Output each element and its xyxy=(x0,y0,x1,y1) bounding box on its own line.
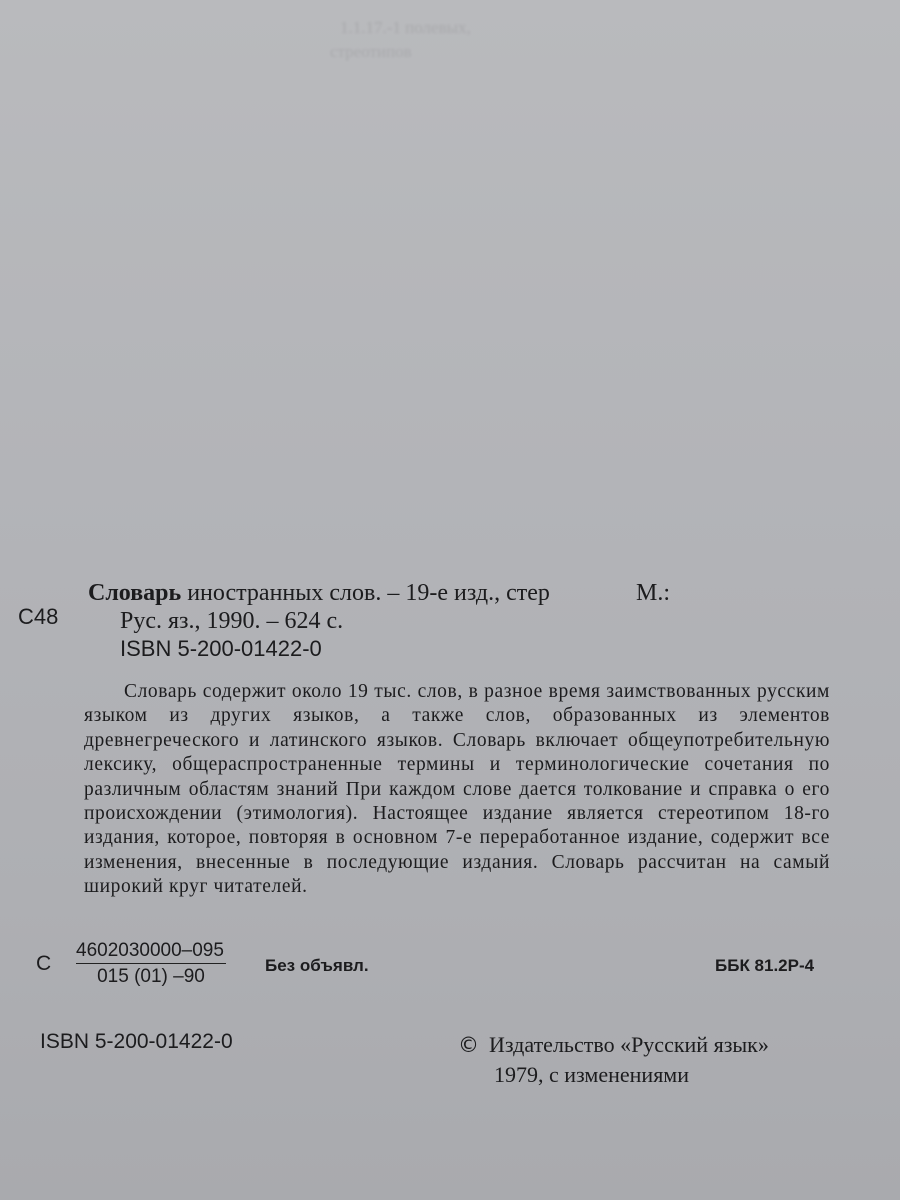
copyright-block xyxy=(458,1030,769,1090)
bbk-code: ББК 81.2Р-4 xyxy=(715,956,815,975)
copyright-line-2: 1979, с изменениями xyxy=(494,1062,690,1087)
index-letter: С xyxy=(36,952,52,975)
catalog-publisher-line: Рус. яз., 1990. – 624 с. xyxy=(120,608,344,634)
no-announcement-label: Без объявл. xyxy=(265,956,369,975)
ghost-line-1: 1.1.17.-1 полевых, xyxy=(340,18,471,37)
catalog-title-rest: иностранных слов. – 19-е изд., стер xyxy=(181,580,550,606)
catalog-title-bold: Словарь xyxy=(88,580,182,606)
annotation-paragraph: Словарь содержит около 19 тыс. слов, в разное время заимствованных русским языком из других языков, а также слов, образованных из элементов древнегреческого и латинского языков. Словарь включает общеупотребительную лексику, общераспространенные термины и терминологические сочетания по различным областям знаний При каждом слове дается толкование и справка о его происхождении (этимология). Настоящее издание является стереотипом 18-го издания, которое, повторяя в основном 7-е переработанное издание, содержит все изменения, внесенные в последующие издания. Словарь рассчитан на самый широкий круг читателей. xyxy=(84,681,830,898)
catalog-code: С48 xyxy=(18,604,59,629)
copyright-icon: © xyxy=(458,1033,479,1057)
ghost-line-2: стреотипов xyxy=(330,42,412,61)
catalog-place: М.: xyxy=(636,580,671,606)
index-numerator: 4602030000–095 xyxy=(76,940,226,964)
catalog-title-line xyxy=(88,578,550,608)
index-fraction xyxy=(76,940,226,988)
faint-show-through-text xyxy=(320,18,550,78)
catalog-isbn: ISBN 5-200-01422-0 xyxy=(120,636,322,661)
index-denominator: 015 (01) –90 xyxy=(97,966,205,987)
copyright-line-1: Издательство «Русский язык» xyxy=(489,1032,769,1057)
isbn-bottom: ISBN 5-200-01422-0 xyxy=(40,1030,233,1053)
